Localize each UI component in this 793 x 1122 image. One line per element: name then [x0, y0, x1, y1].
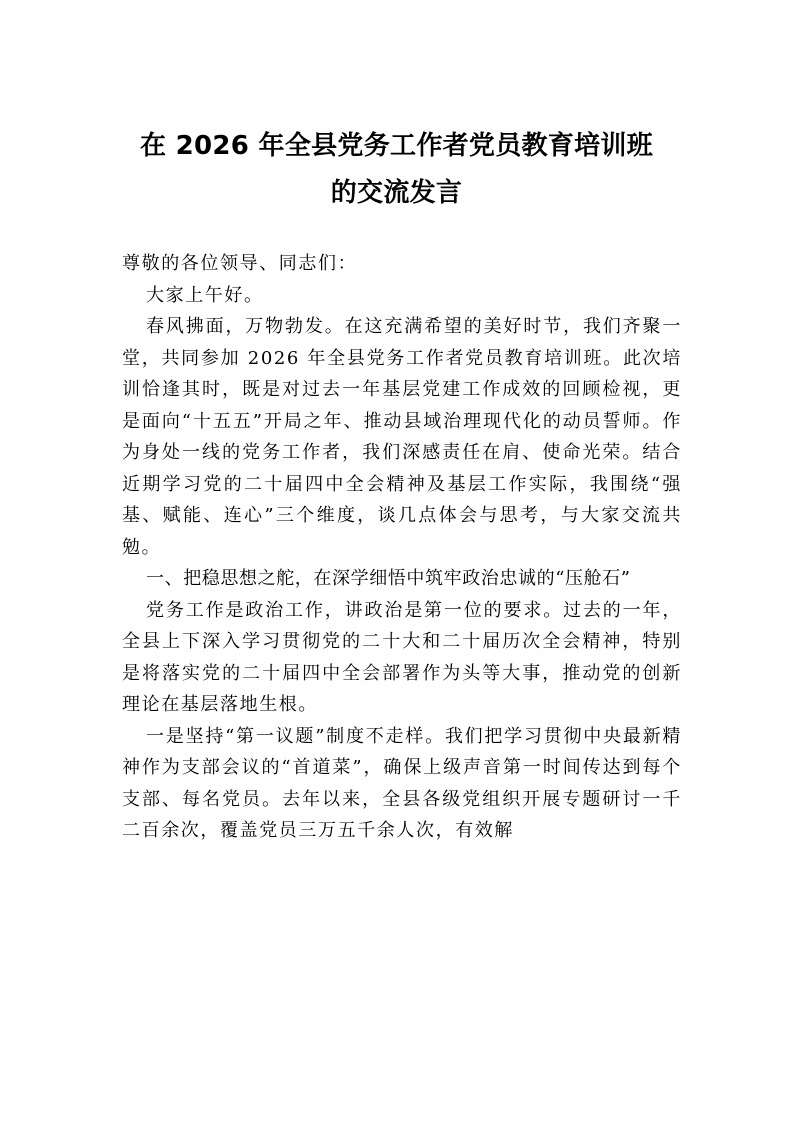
document-title-line-1: 在 2026 年全县党务工作者党员教育培训班	[139, 131, 654, 161]
section-1-heading: 一、把稳思想之舵，在深学细悟中筑牢政治忠诚的“压舱石”	[146, 568, 631, 589]
section-1-paragraph: 党务工作是政治工作，讲政治是第一位的要求。过去的一年，全县上下深入学习贯彻党的二十大和二十届历次全会精神，特别是将落实党的二十届四中全会部署作为头等大事，推动党的创新理论在基层落地生根。	[122, 599, 682, 715]
greeting: 大家上午好。	[146, 284, 264, 306]
document-title-line-2: 的交流发言	[330, 178, 463, 208]
intro-paragraph: 春风拂面，万物勃发。在这充满希望的美好时节，我们齐聚一堂，共同参加 2026 年全县党务工作者党员教育培训班。此次培训恰逢其时，既是对过去一年基层党建工作成效的回顾检视，更是面向“十五五”开局之年、推动县域治理现代化的动员誓师。作为身处一线的党务工作者，我们深感责任在肩、使命光荣。结合近期学习党的二十届四中全会精神及基层工作实际，我围绕“强基、赋能、连心”三个维度，谈几点体会与思考，与大家交流共勉。	[122, 316, 682, 558]
salutation: 尊敬的各位领导、同志们：	[122, 253, 358, 274]
point-1-paragraph: 一是坚持“第一议题”制度不走样。我们把学习贯彻中央最新精神作为支部会议的“首道菜”，确保上级声音第一时间传达到每个支部、每名党员。去年以来，全县各级党组织开展专题研讨一千二百余次，覆盖党员三万五千余人次，有效解	[122, 725, 682, 841]
document-body	[122, 248, 682, 847]
